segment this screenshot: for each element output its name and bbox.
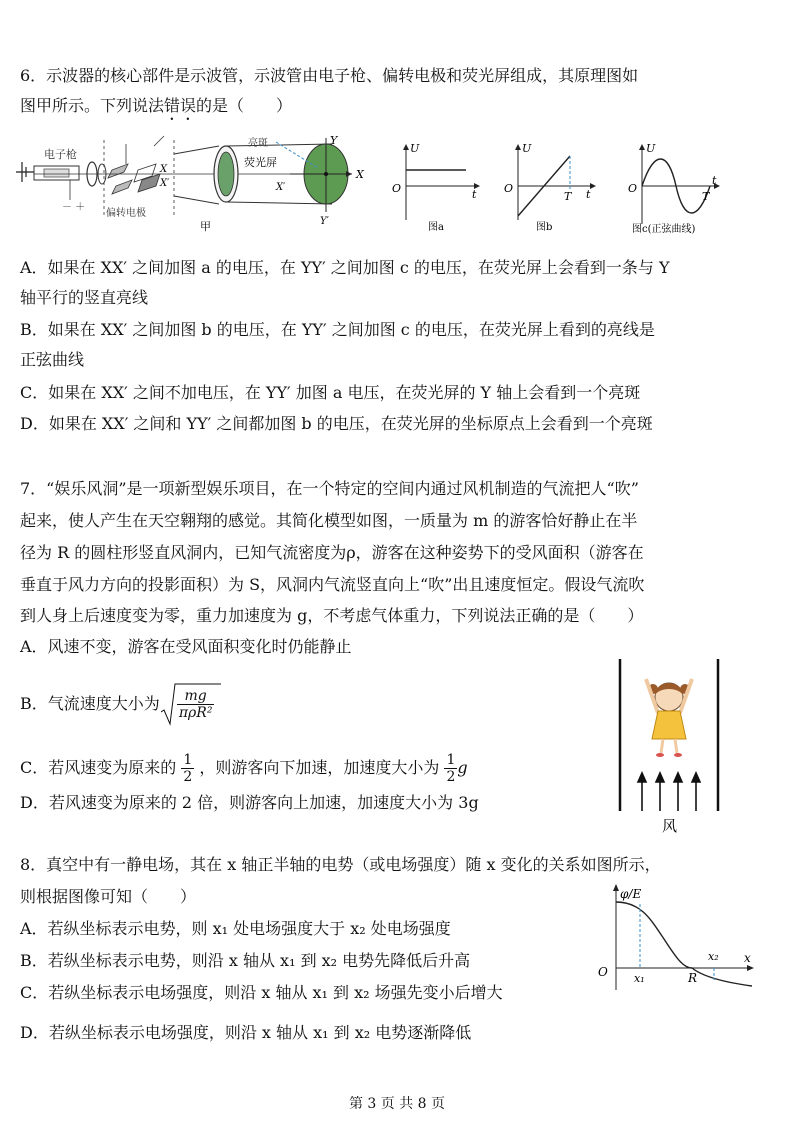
- spot-label: 亮斑: [248, 138, 268, 149]
- graph-c: [624, 140, 736, 236]
- graph-a-t: t: [472, 188, 477, 201]
- q7-sqrt-denominator: πρR²: [178, 705, 213, 721]
- deflect-label: 偏转电极: [106, 208, 146, 219]
- graph-b-T: T: [564, 190, 572, 203]
- q6-option-a-line1: A．如果在 XX′ 之间加图 a 的电压，在 YY′ 之间加图 c 的电压，在荧光屏上会看到一条与 Y: [20, 258, 670, 277]
- graph-b-u: U: [522, 142, 532, 155]
- q7-stem-line1: 7．“娱乐风洞”是一项新型娱乐项目，在一个特定的空间内通过风机制造的气流把人“吹”: [20, 479, 639, 498]
- graph-x2-label: x₂: [708, 950, 719, 963]
- q6-stem-part-a: 图甲所示。下列说法: [20, 96, 165, 115]
- graph-b-t: t: [586, 188, 591, 201]
- q8-stem-line2: 则根据图像可知（ ）: [20, 887, 197, 906]
- graph-c-caption: 图c(正弦曲线): [632, 224, 696, 235]
- q7-option-d: D．若风速变为原来的 2 倍，则游客向上加速，加速度大小为 3g: [20, 793, 479, 812]
- page-footer: 第 3 页 共 8 页: [348, 1096, 446, 1112]
- q7-stem-line4: 垂直于风力方向的投影面积）为 S，风洞内气流竖直向上“吹”出且速度恒定。假设气流吹: [20, 575, 645, 594]
- graph-ylabel: φ/E: [620, 887, 642, 901]
- graph-a-u: U: [410, 142, 420, 155]
- q6-option-b-line2: 正弦曲线: [20, 350, 85, 369]
- screen-xp-label: X′: [276, 182, 286, 193]
- phi-e-graph: [592, 882, 762, 994]
- q7-stem-line5: 到人身上后速度变为零，重力加速度为 g，不考虑气体重力，下列说法正确的是（ ）: [20, 606, 644, 625]
- graph-a: [388, 140, 488, 232]
- q7-option-c-part1: C．若风速变为原来的: [20, 758, 177, 777]
- graph-b: [500, 140, 610, 232]
- graph-c-u: U: [646, 142, 656, 155]
- q7-sqrt-numerator: mg: [177, 688, 215, 705]
- q6-stem-line1: 6．示波器的核心部件是示波管，示波管由电子枪、偏转电极和荧光屏组成，其原理图如: [20, 66, 639, 85]
- q6-option-b-line1: B．如果在 XX′ 之间加图 b 的电压，在 YY′ 之间加图 c 的电压，在荧光屏上看到的亮线是: [20, 320, 655, 339]
- q6-option-a-line2: 轴平行的竖直亮线: [20, 288, 149, 307]
- graph-a-o: O: [392, 182, 402, 195]
- graph-b-o: O: [504, 182, 514, 195]
- wind-label: 风: [662, 817, 678, 835]
- oscilloscope-diagram: [14, 132, 386, 232]
- q7-option-a: A．风速不变，游客在受风面积变化时仍能静止: [20, 637, 352, 656]
- plate-xp-label: X′: [160, 178, 170, 189]
- graph-r-label: R: [688, 971, 698, 985]
- q7-option-c: [20, 752, 468, 785]
- svg-text:－ ＋: － ＋: [62, 202, 86, 213]
- q7-option-c-part2: ，则游客向下加速，加速度大小为: [199, 758, 440, 777]
- half-numerator-2: 1: [446, 752, 456, 768]
- q8-option-a: A．若纵坐标表示电势，则 x₁ 处电场强度大于 x₂ 处电场强度: [20, 919, 451, 938]
- q6-stem-emphasis: 错误: [164, 96, 197, 115]
- graph-origin: O: [598, 965, 608, 979]
- half-numerator-1: 1: [183, 752, 193, 768]
- graph-x-label: x: [744, 951, 751, 965]
- tourist-figure: [646, 679, 692, 757]
- graph-b-caption: 图b: [536, 222, 553, 232]
- gun-label: 电子枪: [44, 148, 77, 161]
- q7-option-b: [20, 688, 214, 721]
- q8-stem-line1: 8．真空中有一静电场，其在 x 轴正半轴的电势（或电场强度）随 x 变化的关系如图所示，: [20, 855, 661, 874]
- q8-option-b: B．若纵坐标表示电势，则沿 x 轴从 x₁ 到 x₂ 电势先降低后升高: [20, 951, 471, 970]
- graph-c-T: T: [702, 190, 710, 203]
- q6-stem-line2: [20, 96, 292, 124]
- jia-label: 甲: [200, 220, 211, 232]
- graph-c-o: O: [628, 182, 638, 195]
- half-denominator-2: 2: [446, 769, 456, 785]
- graph-a-caption: 图a: [428, 222, 444, 232]
- graph-c-t: t: [712, 174, 717, 187]
- plate-x-label: X: [160, 164, 168, 175]
- screen-x-label: X: [356, 168, 364, 181]
- q7-sqrt-expression: [169, 688, 215, 721]
- half-denominator-1: 2: [183, 769, 193, 785]
- wind-tunnel-figure: [606, 655, 736, 835]
- q7-option-b-text: B．气流速度大小为: [20, 694, 160, 713]
- graph-x1-label: x₁: [634, 972, 645, 985]
- screen-label: 荧光屏: [244, 156, 277, 169]
- q7-option-c-g: g: [457, 758, 468, 777]
- screen-yp-label: Y′: [320, 216, 329, 227]
- q8-option-d: D．若纵坐标表示电场强度，则沿 x 轴从 x₁ 到 x₂ 电势逐渐降低: [20, 1023, 472, 1042]
- q7-stem-line2: 起来，使人产生在天空翱翔的感觉。其简化模型如图，一质量为 m 的游客恰好静止在半: [20, 511, 638, 530]
- screen-y-label: Y: [330, 134, 338, 147]
- q8-option-c: C．若纵坐标表示电场强度，则沿 x 轴从 x₁ 到 x₂ 场强先变小后增大: [20, 983, 503, 1002]
- q6-option-c: C．如果在 XX′ 之间不加电压，在 YY′ 加图 a 电压，在荧光屏的 Y 轴上会看到一个亮斑: [20, 383, 641, 402]
- sqrt-sign: [161, 682, 221, 726]
- q6-option-d: D．如果在 XX′ 之间和 YY′ 之间都加图 b 的电压，在荧光屏的坐标原点上会看到一个亮斑: [20, 414, 653, 433]
- q7-stem-line3: 径为 R 的圆柱形竖直风洞内，已知气流密度为ρ，游客在这种姿势下的受风面积（游客在: [20, 543, 644, 562]
- q6-stem-part-c: 的是（ ）: [196, 96, 293, 115]
